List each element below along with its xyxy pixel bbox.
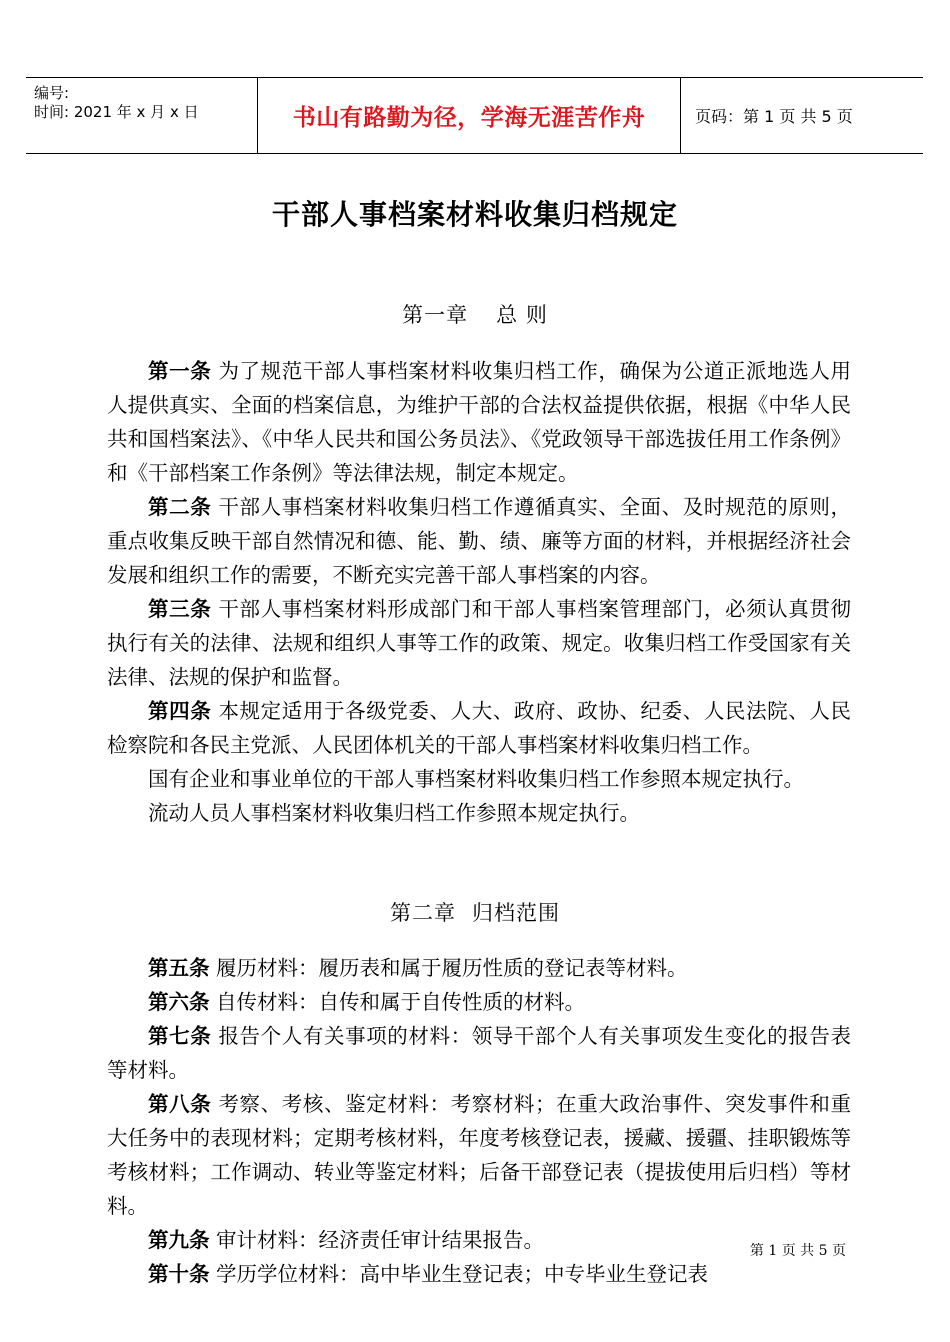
article-5 bbox=[107, 951, 851, 985]
header-table bbox=[26, 77, 923, 154]
header-meta bbox=[26, 78, 257, 153]
chapter-heading-2 bbox=[0, 897, 950, 927]
article-label: 第八条 bbox=[148, 1092, 212, 1116]
chapter-number: 第二章 bbox=[390, 901, 456, 925]
document-time-label: 时间: 2021 年 x 月 x 日 bbox=[34, 103, 199, 121]
header-motto: 书山有路勤为径，学海无涯苦作舟 bbox=[257, 78, 681, 153]
article-label: 第五条 bbox=[148, 956, 210, 980]
article-label: 第一条 bbox=[148, 359, 212, 383]
paragraph-enterprise: 国有企业和事业单位的干部人事档案材料收集归档工作参照本规定执行。 bbox=[148, 767, 804, 791]
article-text: 为了规范干部人事档案材料收集归档工作，确保为公道正派地选人用人提供真实、全面的档案信息，为维护干部的合法权益提供依据，根据《中华人民共和国档案法》、《中华人民共和国公务员法》、《党政领导干部选拔任用工作条例》和《干部档案工作条例》等法律法规，制定本规定。 bbox=[107, 359, 851, 485]
chapter-heading-1 bbox=[0, 299, 950, 329]
article-text: 学历学位材料：高中毕业生登记表；中专毕业生登记表 bbox=[216, 1262, 709, 1286]
chapter-number: 第一章 bbox=[402, 303, 469, 327]
footer-page-number: 第 1 页 共 5 页 bbox=[749, 1243, 846, 1259]
chapter-name: 归档范围 bbox=[472, 901, 560, 925]
article-4 bbox=[107, 694, 851, 762]
chapter-1-body bbox=[107, 354, 851, 830]
chapter-name: 总 则 bbox=[496, 303, 548, 327]
article-label: 第三条 bbox=[148, 597, 212, 621]
document-number-label: 编号: bbox=[34, 84, 70, 102]
article-text: 报告个人有关事项的材料：领导干部个人有关事项发生变化的报告表等材料。 bbox=[107, 1024, 851, 1082]
article-label: 第七条 bbox=[148, 1024, 212, 1048]
article-label: 第四条 bbox=[148, 699, 212, 723]
article-10 bbox=[107, 1257, 851, 1291]
article-label: 第九条 bbox=[148, 1228, 210, 1252]
article-9 bbox=[107, 1223, 851, 1257]
article-text: 干部人事档案材料收集归档工作遵循真实、全面、及时规范的原则，重点收集反映干部自然情况和德、能、勤、绩、廉等方面的材料，并根据经济社会发展和组织工作的需要，不断充实完善干部人事档案的内容。 bbox=[107, 495, 851, 587]
article-text: 考察、考核、鉴定材料：考察材料；在重大政治事件、突发事件和重大任务中的表现材料；定期考核材料，年度考核登记表，援藏、援疆、挂职锻炼等考核材料；工作调动、转业等鉴定材料；后备干部登记表（提拔使用后归档）等材料。 bbox=[107, 1092, 851, 1218]
article-text: 自传材料：自传和属于自传性质的材料。 bbox=[216, 990, 586, 1014]
chapter-2-body bbox=[107, 951, 851, 1291]
article-3 bbox=[107, 592, 851, 694]
article-text: 审计材料：经济责任审计结果报告。 bbox=[216, 1228, 545, 1252]
article-8 bbox=[107, 1087, 851, 1223]
document-title: 干部人事档案材料收集归档规定 bbox=[271, 198, 678, 231]
article-label: 第六条 bbox=[148, 990, 210, 1014]
paragraph-mobile-personnel: 流动人员人事档案材料收集归档工作参照本规定执行。 bbox=[148, 801, 640, 825]
header-page-number: 页码：第 1 页 共 5 页 bbox=[695, 107, 853, 126]
article-7 bbox=[107, 1019, 851, 1087]
article-6 bbox=[107, 985, 851, 1019]
article-text: 干部人事档案材料形成部门和干部人事档案管理部门，必须认真贯彻执行有关的法律、法规和组织人事等工作的政策、规定。收集归档工作受国家有关法律、法规的保护和监督。 bbox=[107, 597, 851, 689]
article-label: 第十条 bbox=[148, 1262, 210, 1286]
article-label: 第二条 bbox=[148, 495, 212, 519]
article-text: 履历材料：履历表和属于履历性质的登记表等材料。 bbox=[216, 956, 688, 980]
article-1 bbox=[107, 354, 851, 490]
article-2 bbox=[107, 490, 851, 592]
article-text: 本规定适用于各级党委、人大、政府、政协、纪委、人民法院、人民检察院和各民主党派、人民团体机关的干部人事档案材料收集归档工作。 bbox=[107, 699, 851, 757]
